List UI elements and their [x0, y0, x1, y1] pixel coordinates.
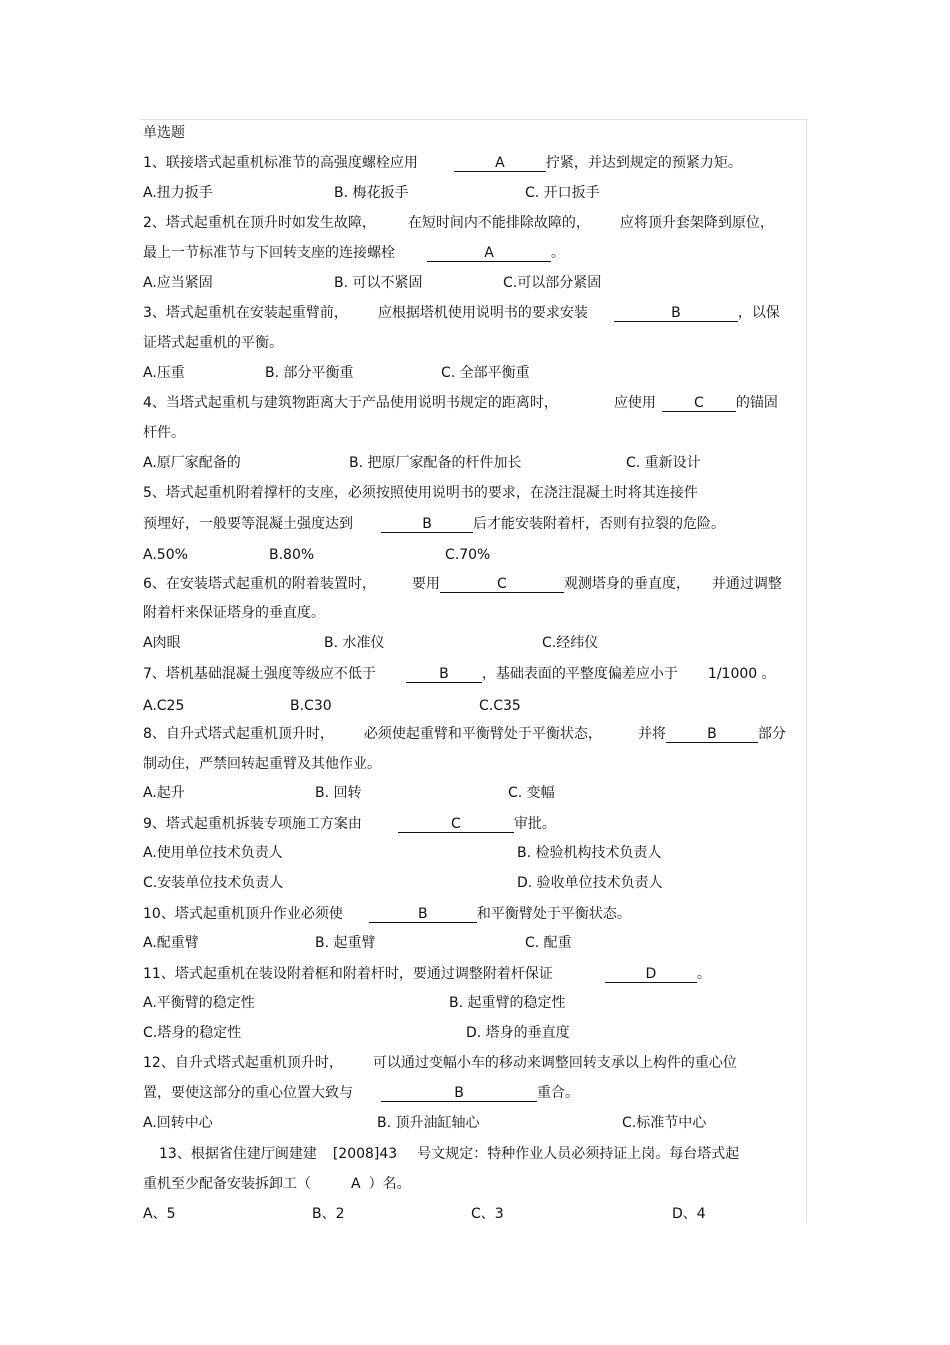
- option: C.70%: [445, 547, 491, 563]
- option: C.安装单位技术负责人: [143, 875, 284, 891]
- option: A.应当紧固: [143, 275, 213, 291]
- option: C. 全部平衡重: [441, 365, 530, 381]
- option: B. 起重臂的稳定性: [449, 995, 566, 1011]
- answer-blank: C: [662, 395, 736, 412]
- option: D、4: [672, 1206, 706, 1222]
- option: C. 配重: [525, 935, 572, 951]
- option: B. 把原厂家配备的杆件加长: [349, 455, 522, 471]
- question-2-text-2: 最上一节标准节与下回转支座的连接螺栓 A 。: [143, 245, 565, 261]
- option: D. 验收单位技术负责人: [517, 875, 663, 891]
- answer-blank: B: [614, 305, 738, 322]
- option: C.C35: [479, 698, 521, 714]
- option: B. 检验机构技术负责人: [517, 845, 662, 861]
- option: C. 开口扳手: [525, 185, 600, 201]
- option: B.80%: [269, 547, 315, 563]
- question-1-text: 1、联接塔式起重机标准节的高强度螺栓应用 A 拧紧，并达到规定的预紧力矩。: [143, 155, 742, 171]
- option: B. 可以不紧固: [334, 275, 423, 291]
- question-2-text: 2、塔式起重机在顶升时如发生故障， 在短时间内不能排除故障的， 应将顶升套架降到原位，: [143, 215, 774, 231]
- option: C. 变幅: [508, 785, 555, 801]
- answer-blank: B: [406, 666, 482, 683]
- answer-blank: A: [427, 245, 551, 262]
- question-8-text-2: 制动住，严禁回转起重臂及其他作业。: [143, 756, 381, 772]
- option: C.塔身的稳定性: [143, 1025, 242, 1041]
- question-5-text: 5、塔式起重机附着撑杆的支座，必须按照使用说明书的要求，在浇注混凝土时将其连接件: [143, 485, 698, 501]
- answer-blank: A: [454, 155, 546, 172]
- page-frame-right: [806, 119, 807, 1223]
- option: A.原厂家配备的: [143, 455, 241, 471]
- option: C.标准节中心: [622, 1115, 707, 1131]
- option: B. 顶升油缸轴心: [377, 1115, 480, 1131]
- section-title: 单选题: [143, 125, 185, 141]
- option: A.压重: [143, 365, 185, 381]
- question-8-text: 8、自升式塔式起重机顶升时， 必须使起重臂和平衡臂处于平衡状态， 并将 B 部分: [143, 726, 786, 742]
- option: B. 水准仪: [324, 635, 385, 651]
- option: A.平衡臂的稳定性: [143, 995, 255, 1011]
- option: A肉眼: [143, 635, 181, 651]
- option: C.经纬仪: [542, 635, 599, 651]
- answer-inline: A: [351, 1176, 361, 1192]
- page-frame-top: [140, 119, 806, 120]
- option: C、3: [471, 1206, 504, 1222]
- option: B. 起重臂: [315, 935, 376, 951]
- option: A.回转中心: [143, 1115, 213, 1131]
- question-4-text-2: 杆件。: [143, 425, 185, 441]
- answer-blank: B: [666, 726, 758, 743]
- option: B.C30: [290, 698, 332, 714]
- option: A.起升: [143, 785, 185, 801]
- answer-blank: B: [381, 516, 473, 533]
- question-4-text: 4、当塔式起重机与建筑物距离大于产品使用说明书规定的距离时， 应使用 C 的锚固: [143, 395, 778, 411]
- answer-blank: C: [440, 576, 564, 593]
- option: B. 回转: [315, 785, 362, 801]
- question-13-text-2: 重机至少配备安装拆卸工（ A ）名。: [143, 1176, 411, 1192]
- question-7-text: 7、塔机基础混凝土强度等级应不低于 B ，基础表面的平整度偏差应小于 1/1000 。: [143, 666, 776, 682]
- question-6-text-2: 附着杆来保证塔身的垂直度。: [143, 605, 325, 621]
- option: B、2: [312, 1206, 345, 1222]
- option: A.C25: [143, 698, 185, 714]
- option: D. 塔身的垂直度: [466, 1025, 570, 1041]
- question-12-text-2: 置，要使这部分的重心位置大致与 B 重合。: [143, 1085, 579, 1101]
- option: A.使用单位技术负责人: [143, 845, 283, 861]
- option: B. 部分平衡重: [265, 365, 354, 381]
- question-10-text: 10、塔式起重机顶升作业必须使 B 和平衡臂处于平衡状态。: [143, 906, 631, 922]
- answer-blank: B: [369, 906, 477, 923]
- question-11-text: 11、塔式起重机在装设附着框和附着杆时，要通过调整附着杆保证 D 。: [143, 966, 711, 982]
- option: A.扭力扳手: [143, 185, 213, 201]
- question-13-text: 13、根据省住建厅闽建建 [2008]43 号文规定：特种作业人员必须持证上岗。每台塔式起: [159, 1146, 740, 1162]
- option: B. 梅花扳手: [334, 185, 409, 201]
- question-5-text-2: 预埋好，一般要等混凝土强度达到 B 后才能安装附着杆，否则有拉裂的危险。: [143, 516, 725, 532]
- question-6-text: 6、在安装塔式起重机的附着装置时， 要用 C 观测塔身的垂直度， 并通过调整: [143, 576, 782, 592]
- question-12-text: 12、自升式塔式起重机顶升时， 可以通过变幅小车的移动来调整回转支承以上构件的重心位: [143, 1055, 737, 1071]
- question-9-text: 9、塔式起重机拆装专项施工方案由 C 审批。: [143, 816, 556, 832]
- option: C.可以部分紧固: [503, 275, 602, 291]
- option: A、5: [143, 1206, 176, 1222]
- option: C. 重新设计: [626, 455, 701, 471]
- question-3-text: 3、塔式起重机在安装起重臂前， 应根据塔机使用说明书的要求安装 B ，以保: [143, 305, 780, 321]
- question-3-text-2: 证塔式起重机的平衡。: [143, 335, 283, 351]
- option: A.50%: [143, 547, 188, 563]
- answer-blank: B: [381, 1085, 537, 1102]
- option: A.配重臂: [143, 935, 199, 951]
- answer-blank: C: [398, 816, 514, 833]
- answer-blank: D: [605, 966, 697, 983]
